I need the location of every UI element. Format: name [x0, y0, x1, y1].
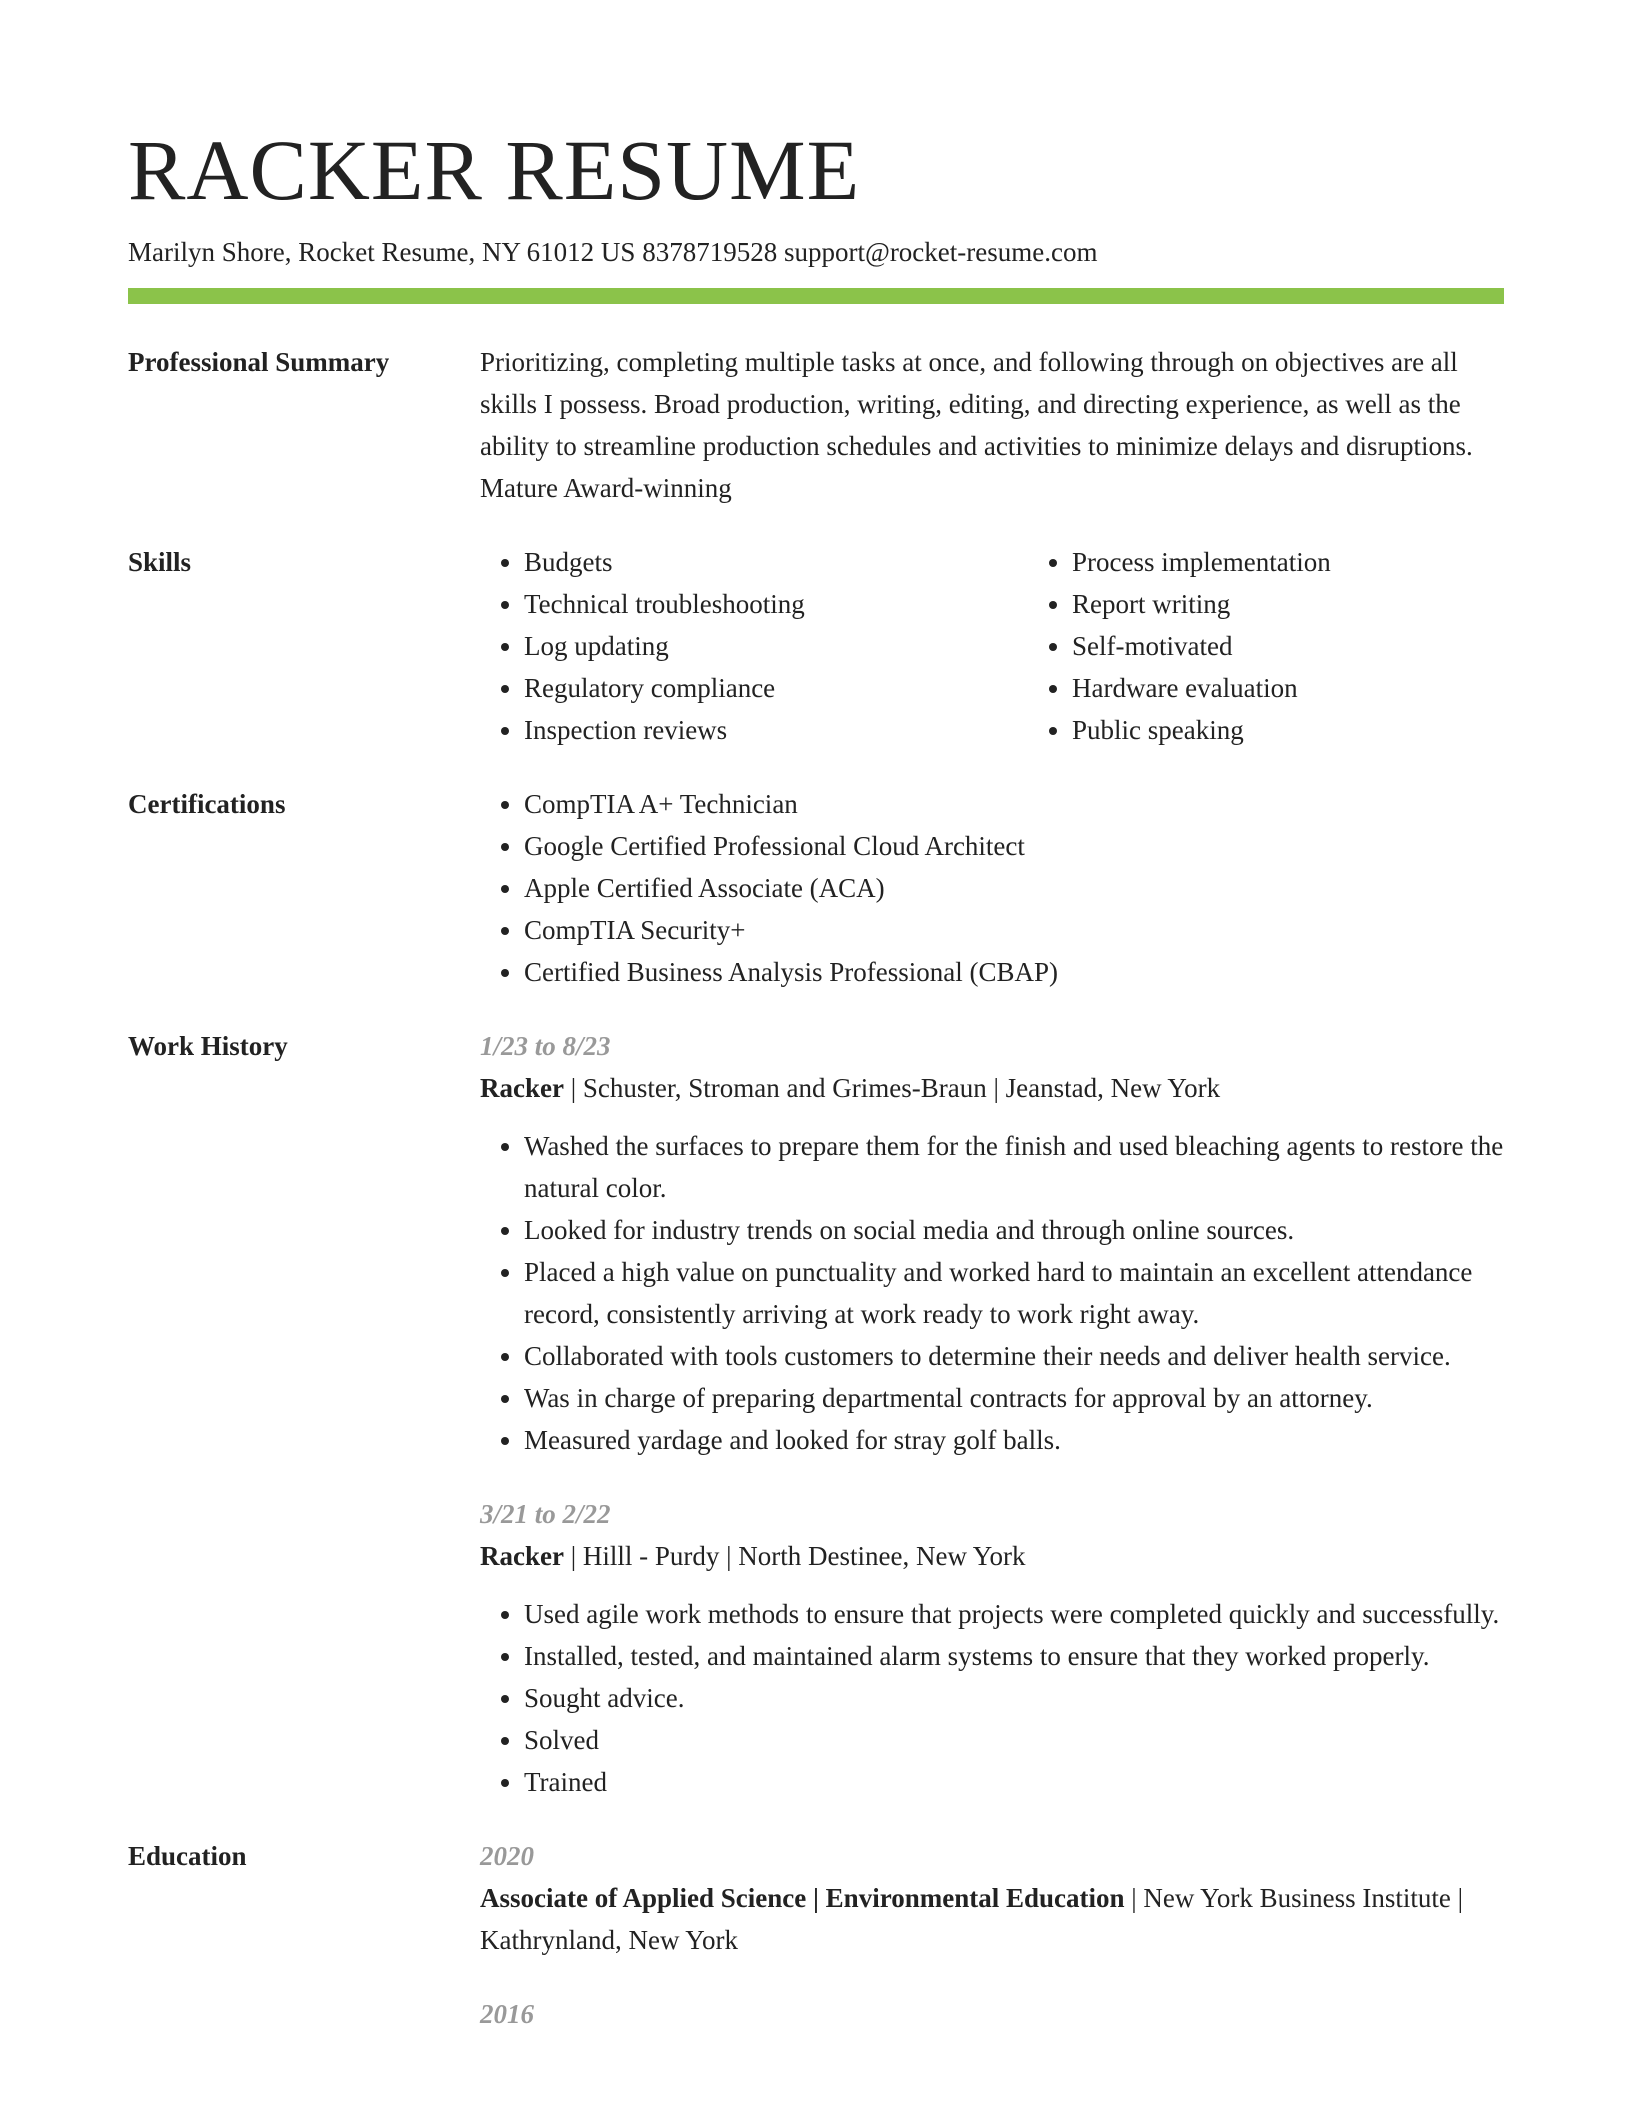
education-year: 2016: [480, 1999, 534, 2029]
job-bullet: • Solved: [524, 1719, 1504, 1761]
job-entry: [480, 1493, 1504, 1803]
skill-item: • Technical troubleshooting: [524, 583, 984, 625]
education-details: | New York Business Institute | Kathrynland, New York: [480, 1883, 1464, 1955]
education-entry: [480, 1835, 1504, 1961]
job-entry: [480, 1025, 1504, 1461]
skill-item: • Self-motivated: [1072, 625, 1532, 667]
job-details: | Hilll - Purdy | North Destinee, New York: [563, 1541, 1026, 1571]
section-label: Work History: [128, 1031, 288, 1061]
job-bullet: • Looked for industry trends on social media and through online sources.: [524, 1209, 1504, 1251]
skill-item: • Budgets: [524, 541, 984, 583]
section-label: Certifications: [128, 789, 286, 819]
certifications-list: [480, 783, 1504, 993]
job-bullet: • Measured yardage and looked for stray golf balls.: [524, 1419, 1504, 1461]
job-heading: [480, 1067, 1504, 1109]
summary-text: Prioritizing, completing multiple tasks at once, and following through on objectives are all skills I possess. Broad production, writing, editing, and directing experience, as well as the ability to streamline production schedules and activities to minimize delays and disruptions. Mature Award-winning: [480, 347, 1473, 503]
job-bullet: • Used agile work methods to ensure that projects were completed quickly and successfully.: [524, 1593, 1504, 1635]
skill-item: • Log updating: [524, 625, 984, 667]
skill-item: • Inspection reviews: [524, 709, 984, 751]
summary-section: [128, 341, 1504, 509]
education-degree: Associate of Applied Science | Environmental Education: [480, 1883, 1125, 1913]
job-heading: [480, 1535, 1504, 1577]
job-dates: 1/23 to 8/23: [480, 1031, 611, 1061]
job-bullet: • Was in charge of preparing departmental contracts for approval by an attorney.: [524, 1377, 1504, 1419]
skill-item: • Process implementation: [1072, 541, 1532, 583]
certification-item: • CompTIA A+ Technician: [524, 783, 1504, 825]
certification-item: • CompTIA Security+: [524, 909, 1504, 951]
resume-title: RACKER RESUME: [128, 122, 861, 218]
skill-item: • Regulatory compliance: [524, 667, 984, 709]
job-title: Racker: [480, 1073, 564, 1103]
skill-item: • Report writing: [1072, 583, 1532, 625]
job-bullets: [480, 1125, 1504, 1461]
job-dates: 3/21 to 2/22: [480, 1499, 611, 1529]
certification-item: • Google Certified Professional Cloud Architect: [524, 825, 1504, 867]
job-title: Racker: [480, 1541, 564, 1571]
education-entry: [480, 1993, 1504, 2035]
section-label: Skills: [128, 547, 192, 577]
header-divider: [128, 288, 1504, 304]
education-section: [128, 1835, 1504, 2035]
job-bullet: • Sought advice.: [524, 1677, 1504, 1719]
certification-item: • Apple Certified Associate (ACA): [524, 867, 1504, 909]
job-bullet: • Placed a high value on punctuality and worked hard to maintain an excellent attendance record, consistently arriving at work ready to work right away.: [524, 1251, 1504, 1335]
education-heading: [480, 1877, 1504, 1961]
skill-item: • Public speaking: [1072, 709, 1532, 751]
job-bullet: • Washed the surfaces to prepare them for the finish and used bleaching agents to restore the natural color.: [524, 1125, 1504, 1209]
job-bullet: • Collaborated with tools customers to determine their needs and deliver health service.: [524, 1335, 1504, 1377]
skills-list-left: [480, 541, 984, 751]
section-label: Education: [128, 1841, 247, 1871]
certification-item: • Certified Business Analysis Professional (CBAP): [524, 951, 1504, 993]
skills-section: [128, 541, 1504, 751]
resume-page: [128, 0, 1504, 2035]
job-bullet: • Installed, tested, and maintained alarm systems to ensure that they worked properly.: [524, 1635, 1504, 1677]
section-label: Professional Summary: [128, 347, 390, 377]
education-year: 2020: [480, 1841, 534, 1871]
work-history-section: [128, 1025, 1504, 1803]
certifications-section: [128, 783, 1504, 993]
contact-line: Marilyn Shore, Rocket Resume, NY 61012 US 8378719528 support@rocket-resume.com: [128, 237, 1098, 267]
skill-item: • Hardware evaluation: [1072, 667, 1532, 709]
job-details: | Schuster, Stroman and Grimes-Braun | Jeanstad, New York: [563, 1073, 1221, 1103]
job-bullets: [480, 1593, 1504, 1803]
skills-list-right: [1028, 541, 1532, 751]
job-bullet: • Trained: [524, 1761, 1504, 1803]
